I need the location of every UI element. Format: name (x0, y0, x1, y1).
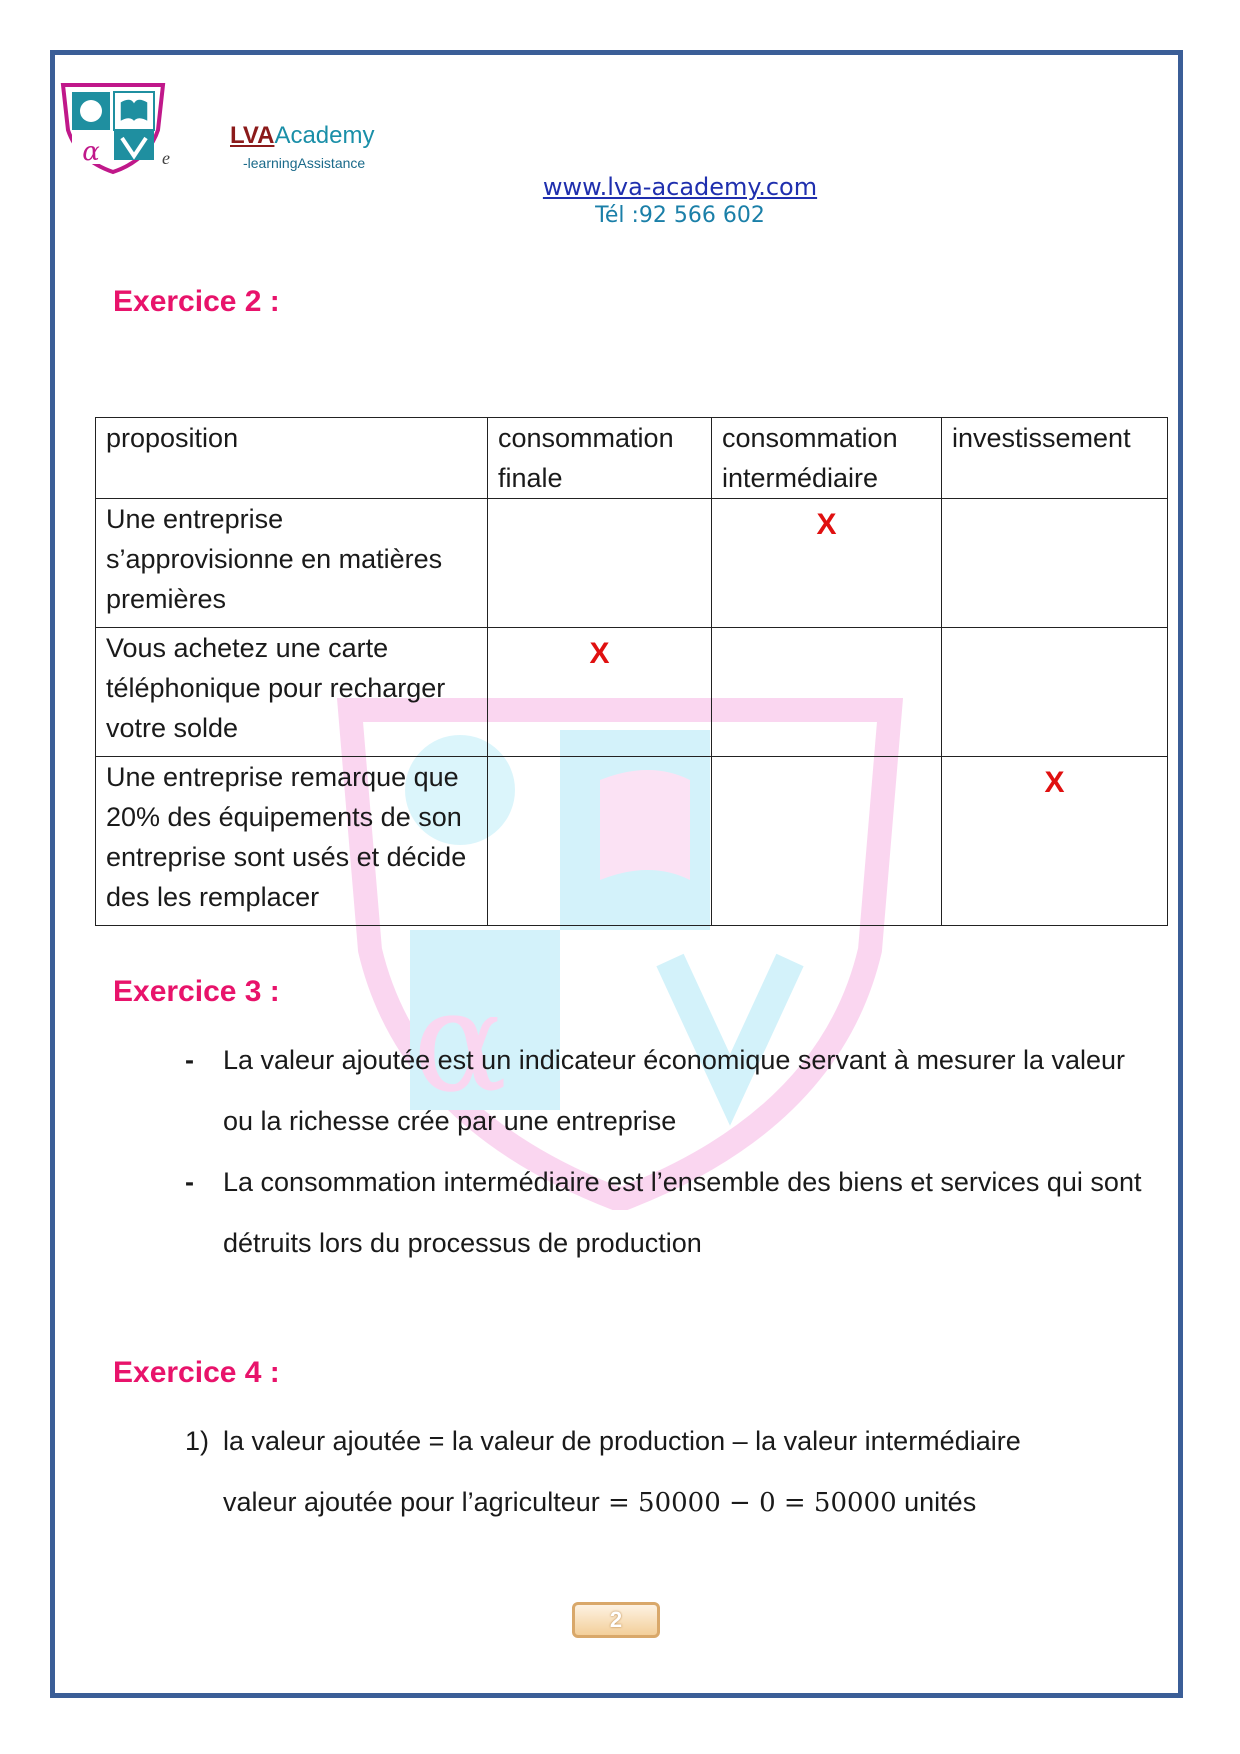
exercise-4-title: Exercice 4 : (113, 1356, 280, 1389)
page-number: 2 (572, 1602, 660, 1638)
table-row (96, 628, 1168, 757)
exercise-3-title: Exercice 3 : (113, 975, 280, 1008)
exercise-2-table (95, 417, 1168, 926)
list-item-text: La valeur ajoutée est un indicateur économique servant à mesurer la valeur ou la richesse crée par une entreprise (223, 1045, 1126, 1136)
item-number: 1) (185, 1426, 210, 1456)
svg-text:α: α (82, 137, 100, 167)
brand-lva: LVA (230, 122, 275, 149)
bullet-dash: - (185, 1045, 194, 1075)
row-proposition: Une entreprise s’approvisionne en matières premières (96, 499, 488, 628)
website-link[interactable]: www.lva-academy.com (542, 173, 818, 201)
formula-math: = 50000 − 0 = 50000 (599, 1488, 897, 1518)
lva-logo-shield (58, 80, 168, 176)
row-proposition: Vous achetez une carte téléphonique pour recharger votre solde (96, 628, 488, 757)
header-proposition: proposition (96, 418, 488, 499)
table-row (96, 757, 1168, 926)
exercise-4-list (185, 1411, 1145, 1534)
list-item (185, 1152, 1145, 1274)
brand-name (230, 122, 374, 150)
cell-finale (488, 757, 712, 926)
formula-suffix: unités (896, 1487, 977, 1517)
table-header-row (96, 418, 1168, 499)
cell-investissement (942, 628, 1168, 757)
logo-e-letter: e (162, 148, 170, 168)
cell-intermediaire (712, 628, 942, 757)
table-row (96, 499, 1168, 628)
exercise-2-title: Exercice 2 : (113, 285, 280, 318)
list-item (185, 1030, 1145, 1152)
list-item (185, 1411, 1145, 1472)
cell-intermediaire (712, 757, 942, 926)
brand-tagline: -learningAssistance (243, 155, 366, 171)
formula-line (185, 1472, 1145, 1534)
row-proposition: Une entreprise remarque que 20% des équipements de son entreprise sont usés et décide des les remplacer (96, 757, 488, 926)
cell-finale: X (488, 628, 712, 757)
cell-intermediaire: X (712, 499, 942, 628)
list-item-text: la valeur ajoutée = la valeur de production – la valeur intermédiaire (223, 1426, 1021, 1456)
cell-investissement: X (942, 757, 1168, 926)
exercise-3-list (185, 1030, 1145, 1274)
header-consommation-finale: consommation finale (488, 418, 712, 499)
list-item-text: La consommation intermédiaire est l’ensemble des biens et services qui sont détruits lors du processus de production (223, 1167, 1142, 1258)
cell-investissement (942, 499, 1168, 628)
cell-finale (488, 499, 712, 628)
phone-number: Tél :92 566 602 (595, 203, 765, 228)
bullet-dash: - (185, 1167, 194, 1197)
header-consommation-intermediaire: consommation intermédiaire (712, 418, 942, 499)
formula-prefix: valeur ajoutée pour l’agriculteur (223, 1487, 600, 1517)
svg-text:α: α (412, 961, 508, 1124)
brand-academy: Academy (274, 122, 375, 149)
header-investissement: investissement (942, 418, 1168, 499)
